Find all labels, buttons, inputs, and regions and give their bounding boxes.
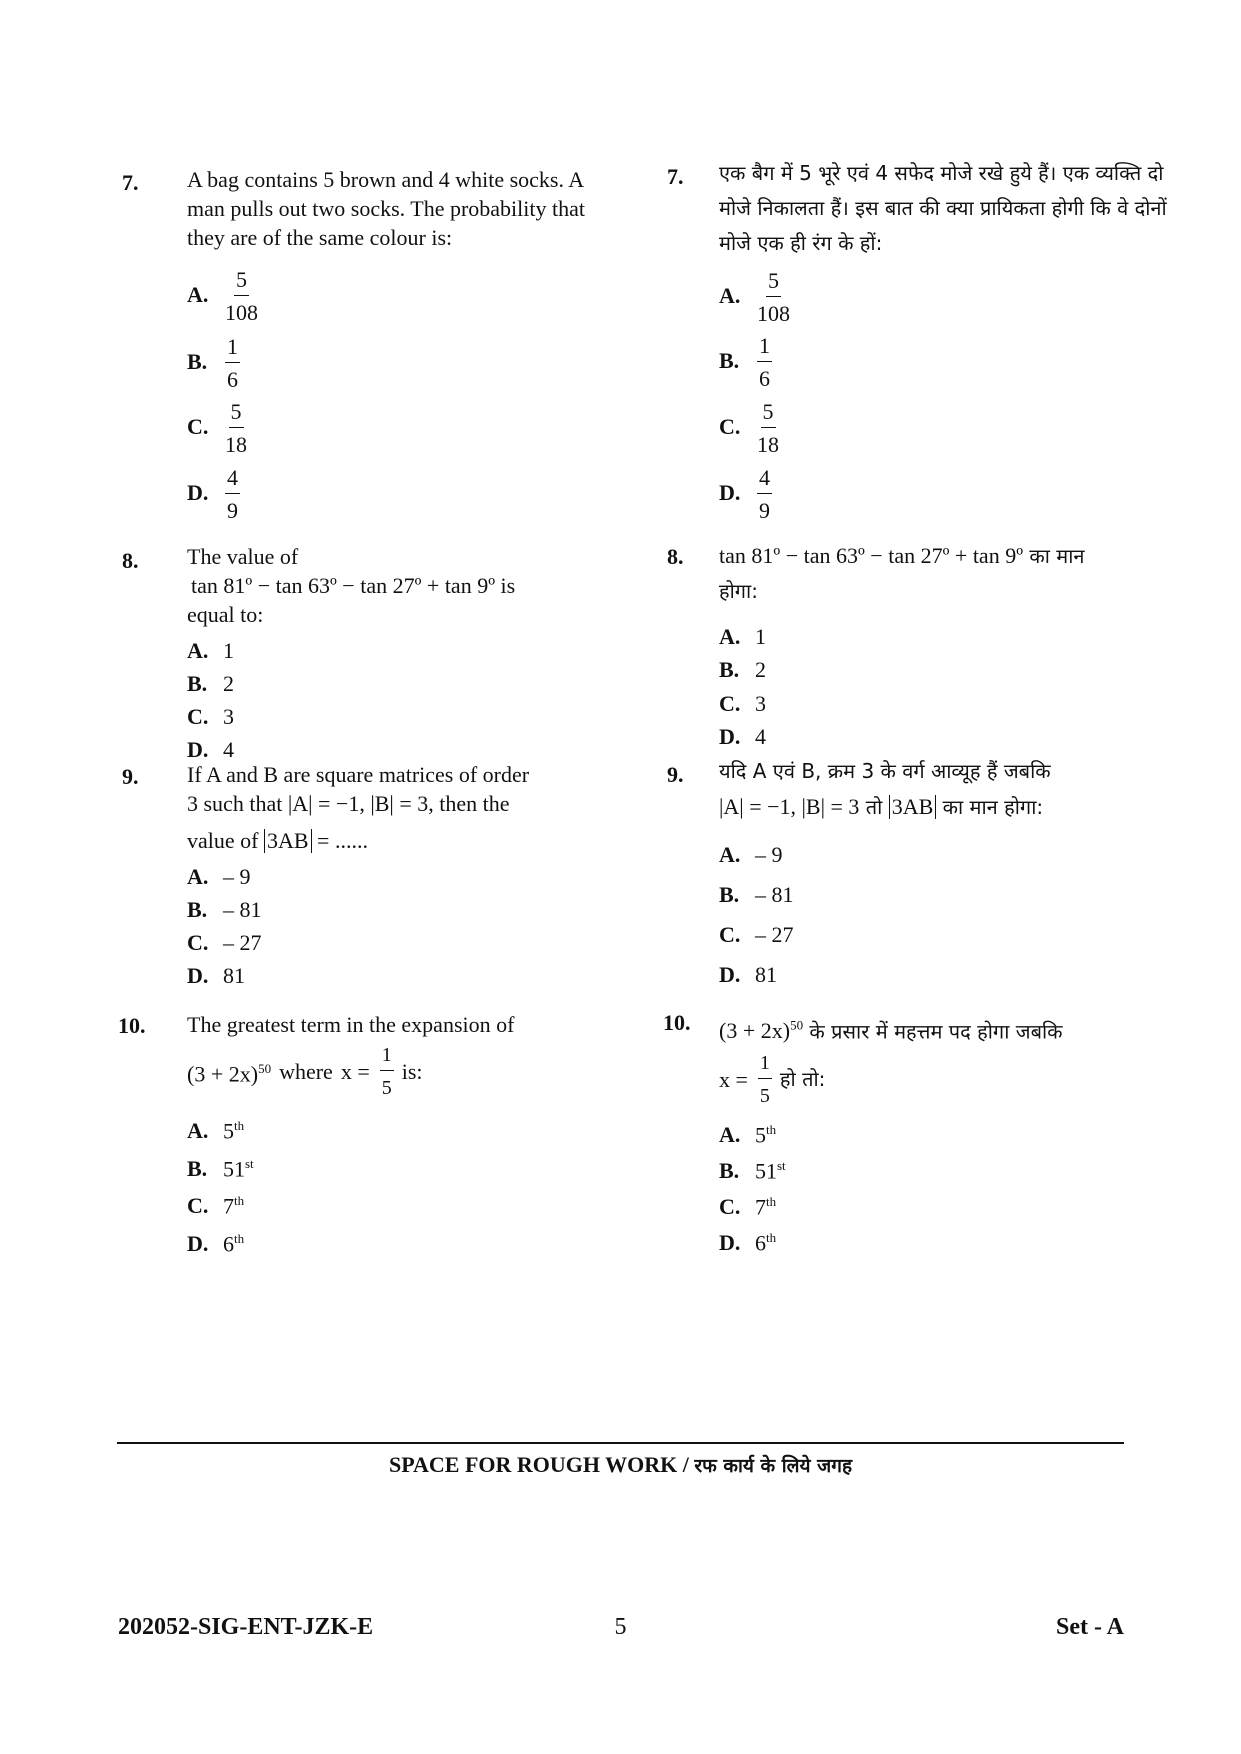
paper-code: 202052-SIG-ENT-JZK-E [118, 1614, 374, 1640]
divider-line [117, 1442, 1124, 1444]
option-d: D. 81 [187, 963, 245, 988]
option-d: D. 4 [719, 724, 766, 749]
question-number: 10. [663, 1010, 691, 1035]
option-a: A. – 9 [187, 864, 251, 889]
option-a: A. 5th [719, 1122, 777, 1148]
option-c: C. 3 [187, 704, 234, 729]
question-number: 8. [122, 548, 139, 573]
option-c: C. $\frac{5}{18}$ [719, 399, 779, 457]
option-c: C. $\frac{5}{18}$ [187, 399, 247, 457]
option-b: B. – 81 [719, 882, 794, 907]
option-d: D. $\frac{4}{9}$ [187, 465, 238, 523]
question-number: 10. [118, 1013, 146, 1038]
option-c: C. 7th [719, 1194, 777, 1220]
option-b: B. 2 [187, 671, 234, 696]
question-text: The value of tan 81º − tan 63º − tan 27º + tan 9º is equal to: [187, 544, 516, 627]
option-d: D. 6th [719, 1230, 777, 1256]
question-number: 9. [122, 764, 139, 789]
option-a: A. $\frac{5}{108}$ [719, 268, 790, 326]
set-label: Set - A [1056, 1614, 1124, 1640]
option-b: B. 2 [719, 657, 766, 682]
option-d: D. 6th [187, 1231, 245, 1257]
option-b: B. $\frac{1}{6}$ [719, 333, 770, 391]
page-number: 5 [614, 1614, 627, 1640]
question-text: If A and B are square matrices of order 3 such that |A| = −1, |B| = 3, then the value of 3AB = ...... [187, 762, 530, 853]
option-a: A. 1 [719, 624, 766, 649]
option-d: D. 4 [187, 737, 234, 762]
option-a: A. 1 [187, 638, 234, 663]
option-a: A. $\frac{5}{108}$ [187, 267, 258, 325]
option-a: A. – 9 [719, 842, 783, 867]
option-c: C. – 27 [187, 930, 262, 955]
question-text: एक बैग में 5 भूरे एवं 4 सफेद मोजे रखे हुये हैं। एक व्यक्ति दो मोजे निकालता हैं। इस बात की क्या प्रायिकता होगी कि वे दोनों मोजे एक ही रंग के हों: [719, 161, 1167, 255]
option-d: D. $\frac{4}{9}$ [719, 465, 770, 523]
option-b: B. – 81 [187, 897, 262, 922]
option-b: B. $\frac{1}{6}$ [187, 334, 238, 392]
question-text: tan 81º − tan 63º − tan 27º + tan 9º का मान होगा: [719, 543, 1085, 603]
rough-work-heading: SPACE FOR ROUGH WORK / रफ कार्य के लिये जगह [388, 1452, 853, 1477]
question-number: 7. [667, 164, 684, 189]
option-d: D. 81 [719, 962, 777, 987]
question-number: 9. [667, 762, 684, 787]
option-c: C. 7th [187, 1193, 245, 1219]
question-text: A bag contains 5 brown and 4 white socks. A man pulls out two socks. The probability that they are of the same colour is: [187, 167, 585, 250]
question-number: 8. [667, 544, 684, 569]
option-a: A. 5th [187, 1118, 245, 1144]
question-number: 7. [122, 170, 139, 195]
question-text: The greatest term in the expansion of $(3 + 2x)^{50}$ where x = $\frac{1}{5}$ is: [187, 1012, 515, 1099]
question-text: यदि A एवं B, क्रम 3 के वर्ग आव्यूह हैं जबकि |A| = −1, |B| = 3 तो 3AB का मान होगा: [719, 759, 1051, 819]
option-b: B. 51st [187, 1156, 254, 1182]
option-c: C. – 27 [719, 922, 794, 947]
option-b: B. 51st [719, 1158, 786, 1184]
option-c: C. 3 [719, 691, 766, 716]
question-text: $(3 + 2x)^{50}$ के प्रसार में महत्तम पद होगा जबकि x = $\frac{1}{5}$ हो तो: [719, 1018, 1063, 1108]
